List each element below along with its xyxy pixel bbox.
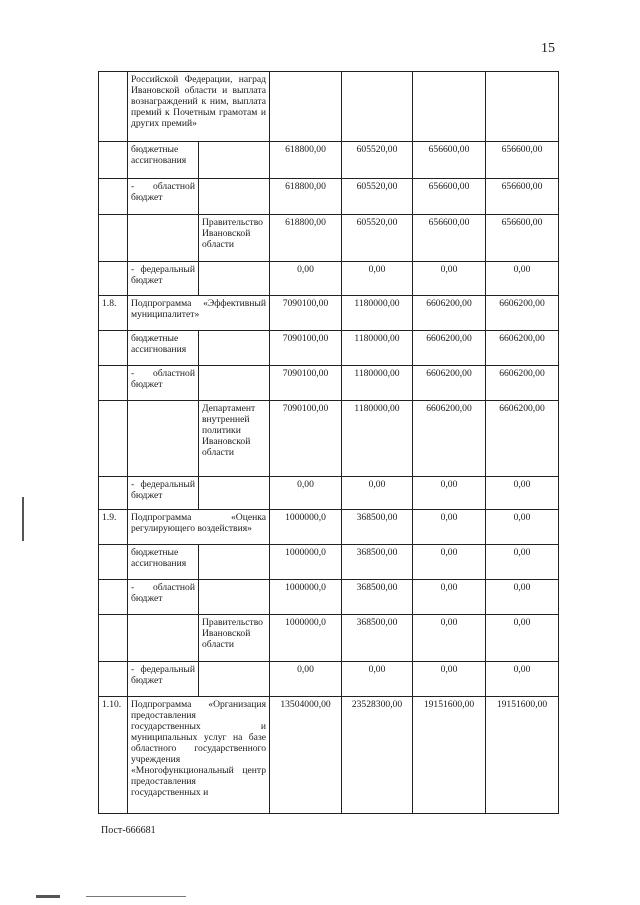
amount-year-1: 1000000,0: [270, 545, 342, 580]
program-name: Российской Федерации, наград Ивановской области и выплата вознаграждений к ним, выплата премий к Почетным грамотам и других премий»: [128, 72, 270, 142]
amount-year-3: 0,00: [413, 662, 486, 697]
row-index: 1.8.: [99, 296, 128, 331]
row-index: [99, 545, 128, 580]
funding-source: бюджетные ассигнования: [128, 142, 199, 179]
funding-source: - федеральный бюджет: [128, 262, 199, 296]
executor-cell: [199, 142, 270, 179]
amount-year-3: 0,00: [413, 477, 486, 510]
program-name: Подпрограмма «Организация предоставления государственных и муниципальных услуг на базе областного государственного учреждения «Многофункциональный центр предоставления государственных и: [128, 697, 270, 814]
row-index: [99, 215, 128, 262]
scan-margin-mark: [22, 497, 24, 541]
amount-year-2: 368500,00: [342, 545, 413, 580]
amount-year-1: 618800,00: [270, 142, 342, 179]
amount-year-2: 0,00: [342, 662, 413, 697]
amount-year-1: 618800,00: [270, 179, 342, 215]
amount-year-4: 656600,00: [486, 179, 559, 215]
amount-year-4: 0,00: [486, 615, 559, 662]
amount-year-1: [270, 72, 342, 142]
table-row: [99, 510, 559, 545]
amount-year-2: 0,00: [342, 262, 413, 296]
table-row: [99, 215, 559, 262]
amount-year-3: 0,00: [413, 262, 486, 296]
row-index: [99, 580, 128, 615]
executor-cell: [199, 179, 270, 215]
amount-year-2: 368500,00: [342, 580, 413, 615]
amount-year-3: 0,00: [413, 580, 486, 615]
funding-source: - федеральный бюджет: [128, 477, 199, 510]
program-name: Подпрограмма «Эффективный муниципалитет»: [128, 296, 270, 331]
table-row: [99, 615, 559, 662]
amount-year-4: 6606200,00: [486, 366, 559, 401]
program-name: Подпрограмма «Оценка регулирующего воздействия»: [128, 510, 270, 545]
amount-year-2: [342, 72, 413, 142]
amount-year-1: 7090100,00: [270, 296, 342, 331]
funding-source: - федеральный бюджет: [128, 662, 199, 697]
amount-year-4: 19151600,00: [486, 697, 559, 814]
table-row: [99, 366, 559, 401]
amount-year-1: 1000000,0: [270, 510, 342, 545]
amount-year-3: 0,00: [413, 510, 486, 545]
row-index: [99, 401, 128, 477]
row-index: [99, 366, 128, 401]
amount-year-1: 13504000,00: [270, 697, 342, 814]
table-row: [99, 142, 559, 179]
table-row: [99, 72, 559, 142]
row-index: 1.9.: [99, 510, 128, 545]
row-index: [99, 615, 128, 662]
amount-year-3: 656600,00: [413, 142, 486, 179]
amount-year-1: 7090100,00: [270, 331, 342, 366]
table-row: [99, 580, 559, 615]
page-number: 15: [541, 41, 555, 56]
amount-year-3: 6606200,00: [413, 401, 486, 477]
amount-year-3: 0,00: [413, 615, 486, 662]
row-index: [99, 477, 128, 510]
amount-year-4: 0,00: [486, 510, 559, 545]
amount-year-3: 656600,00: [413, 179, 486, 215]
amount-year-2: 605520,00: [342, 215, 413, 262]
executor-name: Правительство Ивановской области: [199, 215, 270, 262]
executor-name: Правительство Ивановской области: [199, 615, 270, 662]
funding-source: [128, 215, 199, 262]
amount-year-4: 0,00: [486, 477, 559, 510]
amount-year-2: 1180000,00: [342, 331, 413, 366]
table-row: [99, 662, 559, 697]
amount-year-1: 0,00: [270, 477, 342, 510]
funding-source: - областной бюджет: [128, 179, 199, 215]
amount-year-2: 1180000,00: [342, 401, 413, 477]
amount-year-2: 368500,00: [342, 615, 413, 662]
amount-year-4: 0,00: [486, 580, 559, 615]
table-row: [99, 477, 559, 510]
amount-year-2: 605520,00: [342, 142, 413, 179]
amount-year-3: 6606200,00: [413, 331, 486, 366]
amount-year-1: 1000000,0: [270, 580, 342, 615]
amount-year-1: 0,00: [270, 662, 342, 697]
row-index: [99, 331, 128, 366]
amount-year-4: [486, 72, 559, 142]
amount-year-4: 0,00: [486, 662, 559, 697]
amount-year-3: 19151600,00: [413, 697, 486, 814]
executor-cell: [199, 262, 270, 296]
funding-source: - областной бюджет: [128, 580, 199, 615]
budget-table: [98, 71, 559, 814]
table-row: [99, 401, 559, 477]
amount-year-3: [413, 72, 486, 142]
amount-year-3: 656600,00: [413, 215, 486, 262]
executor-cell: [199, 580, 270, 615]
executor-cell: [199, 545, 270, 580]
amount-year-4: 0,00: [486, 262, 559, 296]
amount-year-4: 656600,00: [486, 215, 559, 262]
executor-cell: [199, 366, 270, 401]
amount-year-3: 6606200,00: [413, 296, 486, 331]
amount-year-4: 0,00: [486, 545, 559, 580]
row-index: [99, 262, 128, 296]
amount-year-3: 0,00: [413, 545, 486, 580]
amount-year-1: 1000000,0: [270, 615, 342, 662]
amount-year-2: 605520,00: [342, 179, 413, 215]
table-row: [99, 179, 559, 215]
funding-source: [128, 615, 199, 662]
funding-source: [128, 401, 199, 477]
table-row: [99, 331, 559, 366]
row-index: [99, 662, 128, 697]
executor-cell: [199, 662, 270, 697]
funding-source: бюджетные ассигнования: [128, 331, 199, 366]
executor-cell: [199, 477, 270, 510]
amount-year-3: 6606200,00: [413, 366, 486, 401]
row-index: [99, 142, 128, 179]
amount-year-4: 6606200,00: [486, 331, 559, 366]
amount-year-4: 656600,00: [486, 142, 559, 179]
scan-bottom-line: [86, 896, 186, 897]
table-row: [99, 545, 559, 580]
amount-year-4: 6606200,00: [486, 401, 559, 477]
amount-year-1: 7090100,00: [270, 366, 342, 401]
amount-year-2: 368500,00: [342, 510, 413, 545]
executor-cell: [199, 331, 270, 366]
executor-name: Департамент внутренней политики Ивановской области: [199, 401, 270, 477]
funding-source: бюджетные ассигнования: [128, 545, 199, 580]
document-code: Пост-666681: [101, 825, 156, 836]
amount-year-1: 618800,00: [270, 215, 342, 262]
table-row: [99, 262, 559, 296]
amount-year-2: 1180000,00: [342, 296, 413, 331]
amount-year-2: 23528300,00: [342, 697, 413, 814]
amount-year-4: 6606200,00: [486, 296, 559, 331]
row-index: [99, 72, 128, 142]
table-row: [99, 697, 559, 814]
amount-year-1: 7090100,00: [270, 401, 342, 477]
amount-year-2: 0,00: [342, 477, 413, 510]
scan-bottom-mark: [36, 895, 60, 898]
amount-year-2: 1180000,00: [342, 366, 413, 401]
row-index: [99, 179, 128, 215]
row-index: 1.10.: [99, 697, 128, 814]
amount-year-1: 0,00: [270, 262, 342, 296]
funding-source: - областной бюджет: [128, 366, 199, 401]
table-row: [99, 296, 559, 331]
